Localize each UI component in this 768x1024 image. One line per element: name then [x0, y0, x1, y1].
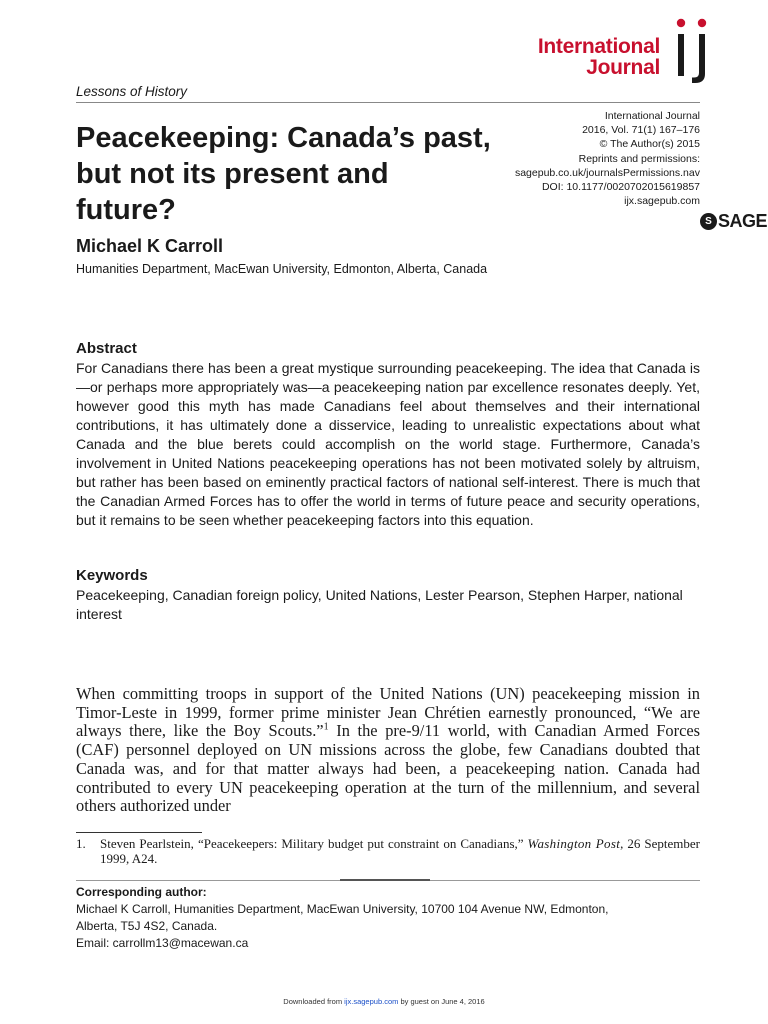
logo-line-2: Journal: [586, 56, 660, 79]
footnote-body: [100, 836, 700, 866]
article-metadata: [480, 109, 700, 208]
corresponding-heading: Corresponding author:: [76, 885, 207, 899]
download-prefix: Downloaded from: [283, 997, 345, 1006]
corresponding-details: [76, 901, 700, 952]
download-link[interactable]: ijx.sagepub.com: [344, 997, 399, 1006]
keywords-heading: Keywords: [76, 567, 148, 584]
meta-permissions-link[interactable]: sagepub.co.uk/journalsPermissions.nav: [514, 166, 700, 179]
footnote-number: 1.: [76, 836, 86, 851]
ij-logo-mark-icon: [674, 18, 716, 84]
article-title: Peacekeeping: Canada’s past, but not its present and future?: [76, 122, 491, 226]
footnote-text-before: Steven Pearlstein, “Peacekeepers: Military budget put constraint on Canadians,”: [100, 836, 528, 851]
keywords-text: Peacekeeping, Canadian foreign policy, United Nations, Lester Pearson, Stephen Harper, national interest: [76, 587, 683, 622]
abstract-heading: Abstract: [76, 340, 137, 357]
meta-copyright: © The Author(s) 2015: [599, 138, 700, 151]
corresponding-rule-accent: [340, 879, 430, 881]
download-notice: [0, 997, 768, 1006]
abstract-text: For Canadians there has been a great mystique surrounding peacekeeping. The idea that Canada is—or perhaps more appropriately was—a peacekeeping nation par excellence resonates deeply. Yet, however good this myth has made Canadians feel about themselves and their international contributions, it has ultimately done a disservice, leading to unrealistic expectations about what Canada and the blue berets could accomplish on the world stage. Furthermore, Canada’s involvement in United Nations peacekeeping operations has not been motivated solely by altruism, but rather has been based on eminently practical factors of national self-interest. There is much that the Canadian Armed Forces has to offer the world in terms of future peace and security operations, but it remains to be seen whether peacekeeping factors into this equation.: [76, 360, 700, 528]
footnote: [76, 836, 700, 866]
body-text-part-1: When committing troops in support of the United Nations (UN) peacekeeping mission in Timor-Leste in 1999, former prime minister Jean Chrétien earnestly pronounced, “We are always there, like the Boy Scouts.”: [76, 684, 700, 741]
journal-logo-text: [538, 36, 660, 78]
meta-reprints: Reprints and permissions:: [578, 152, 700, 165]
header-rule: [76, 102, 700, 103]
footnote-reference[interactable]: 1: [323, 721, 329, 733]
corresponding-address-line-2: Alberta, T5J 4S2, Canada.: [76, 919, 218, 933]
body-text-part-2: In the pre-9/11 world, with Canadian Armed Forces (CAF) personnel deployed on UN missions across the globe, few Canadians doubted that Canada was, and for that matter always had been, a peacekeeping nation. Canada had contributed to every UN peacekeeping operation at the turn of the millennium, and several others authorized under: [76, 721, 700, 816]
corresponding-address-line-1: Michael K Carroll, Humanities Department, MacEwan University, 10700 104 Avenue NW, Edmonton,: [76, 902, 609, 916]
meta-journal-name: International Journal: [604, 110, 700, 122]
logo-line-1: International: [537, 35, 660, 58]
sage-wordmark: SAGE: [718, 211, 768, 231]
meta-volume: 2016, Vol. 71(1) 167–176: [582, 124, 700, 137]
footnote-publication: Washington Post: [527, 836, 621, 851]
section-label: Lessons of History: [76, 84, 188, 99]
author-affiliation: Humanities Department, MacEwan University, Edmonton, Alberta, Canada: [76, 262, 488, 276]
author-name: Michael K Carroll: [76, 236, 224, 256]
sage-mark-icon: S: [700, 213, 717, 230]
footnote-text-after: , 26 September 1999, A24.: [100, 836, 701, 866]
corresponding-email[interactable]: Email: carrollm13@macewan.ca: [76, 936, 249, 950]
footnote-rule: [76, 832, 202, 833]
meta-doi[interactable]: DOI: 10.1177/0020702015619857: [541, 181, 700, 194]
body-paragraph: [76, 685, 700, 816]
download-suffix: by guest on June 4, 2016: [398, 997, 485, 1006]
meta-site-link[interactable]: ijx.sagepub.com: [624, 195, 700, 208]
